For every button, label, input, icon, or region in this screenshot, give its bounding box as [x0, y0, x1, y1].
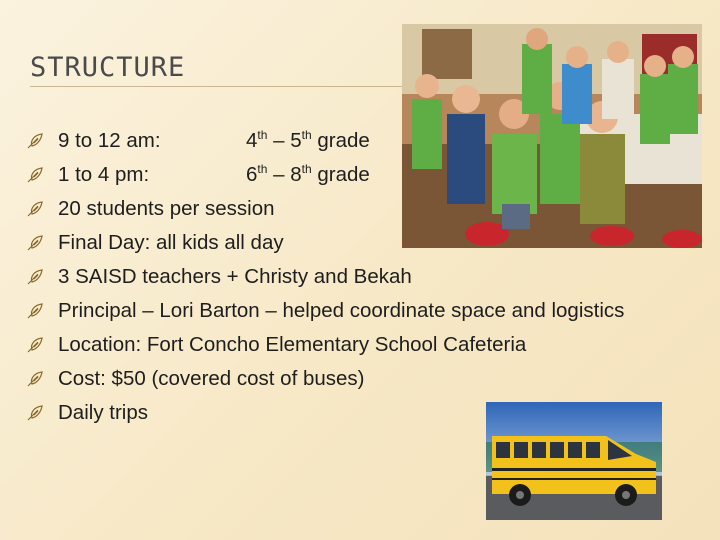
session-time: 1 to 4 pm:: [58, 163, 150, 186]
grade-dash: –: [273, 163, 285, 186]
grade-end-suffix: th: [301, 162, 312, 177]
grade-start: 6: [246, 163, 258, 186]
bullet-trips: [26, 396, 666, 430]
grade-start-suffix: th: [257, 162, 268, 177]
feather-quill-icon: [26, 226, 58, 260]
feather-quill-icon: [26, 124, 58, 158]
bullet-cost: [26, 362, 666, 396]
bullet-students: [26, 192, 666, 226]
feather-quill-icon: [26, 328, 58, 362]
bullet-teachers: [26, 260, 666, 294]
bullet-text: 3 SAISD teachers + Christy and Bekah: [58, 265, 412, 288]
grade-end: 8: [290, 163, 302, 186]
grade-end-suffix: th: [301, 128, 312, 143]
bullet-session-afternoon: [26, 158, 666, 192]
grade-end: 5: [290, 129, 302, 152]
feather-quill-icon: [26, 396, 58, 430]
bullet-text: 20 students per session: [58, 197, 275, 220]
slide-title: STRUCTURE: [30, 52, 186, 83]
grade-word: grade: [317, 129, 370, 152]
session-time: 9 to 12 am:: [58, 129, 161, 152]
grade-start-suffix: th: [257, 128, 268, 143]
grade-dash: –: [273, 129, 285, 152]
bullet-principal: [26, 294, 666, 328]
bullet-text: Location: Fort Concho Elementary School Cafeteria: [58, 333, 527, 356]
bullet-session-morning: [26, 124, 666, 158]
bullet-final-day: [26, 226, 666, 260]
feather-quill-icon: [26, 192, 58, 226]
bullet-text: Cost: $50 (covered cost of buses): [58, 367, 365, 390]
feather-quill-icon: [26, 158, 58, 192]
bullet-text: Principal – Lori Barton – helped coordinate space and logistics: [58, 299, 625, 322]
title-underline: [30, 86, 410, 87]
bullet-text: Final Day: all kids all day: [58, 231, 284, 254]
bullet-location: [26, 328, 666, 362]
bullet-list: [26, 124, 666, 430]
feather-quill-icon: [26, 362, 58, 396]
grade-word: grade: [317, 163, 370, 186]
bullet-text: Daily trips: [58, 401, 148, 424]
grade-start: 4: [246, 129, 258, 152]
feather-quill-icon: [26, 260, 58, 294]
feather-quill-icon: [26, 294, 58, 328]
